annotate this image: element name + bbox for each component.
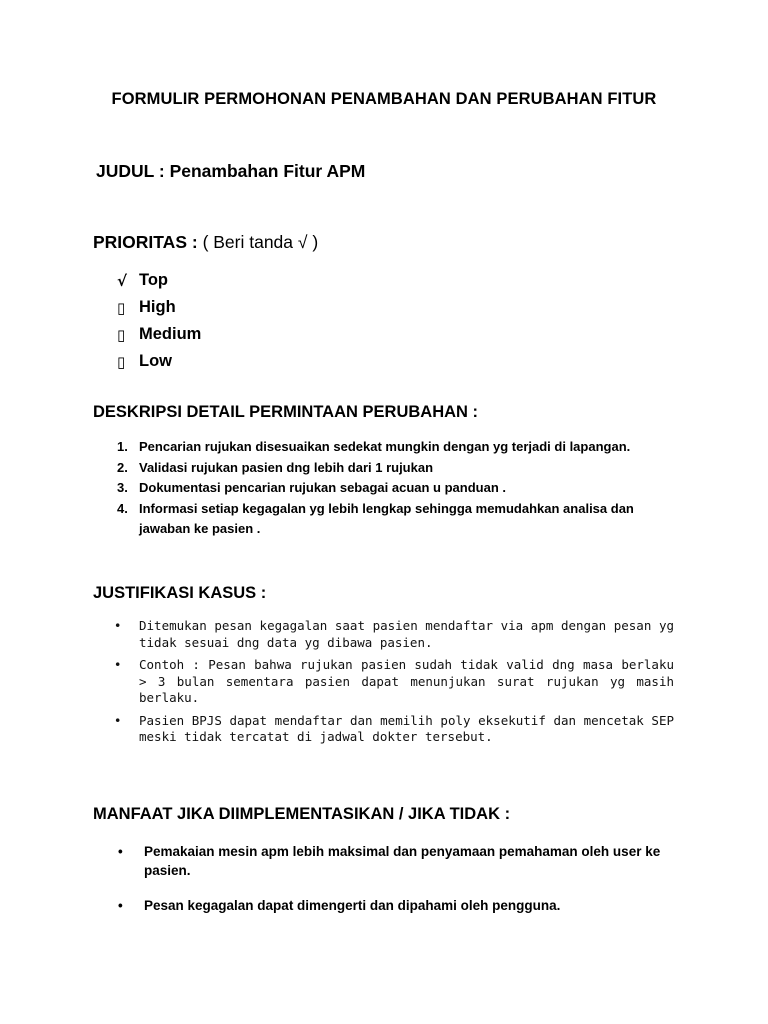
list-item — [117, 478, 657, 499]
item-text: Validasi rujukan pasien dng lebih dari 1 rujukan — [139, 459, 434, 475]
bullet-icon: • — [114, 657, 122, 672]
empty-checkbox-icon[interactable]: ▯ — [117, 325, 126, 344]
bullet-icon: • — [114, 618, 122, 633]
prioritas-heading — [93, 232, 318, 253]
item-text: Pencarian rujukan disesuaikan sedekat mungkin dengan yg terjadi di lapangan. — [139, 439, 631, 454]
manfaat-list — [118, 842, 678, 915]
list-item — [117, 437, 657, 458]
justifikasi-list — [114, 618, 674, 752]
priority-option-label: Low — [139, 352, 172, 370]
item-number: 4. — [117, 500, 128, 516]
item-number: 1. — [117, 439, 128, 454]
list-item — [114, 657, 674, 707]
item-text: Pesan kegagalan dapat dimengerti dan dipahami oleh pengguna. — [144, 898, 561, 913]
deskripsi-heading: DESKRIPSI DETAIL PERMINTAAN PERUBAHAN : — [93, 403, 479, 421]
list-item — [117, 458, 657, 479]
judul-line: JUDUL : Penambahan Fitur APM — [96, 161, 366, 181]
checkmark-icon[interactable]: √ — [117, 271, 128, 290]
list-item — [114, 713, 674, 746]
item-text: Ditemukan pesan kegagalan saat pasien mendaftar via apm dengan pesan yg tidak sesuai dng data yg dibawa pasien. — [139, 618, 674, 650]
item-number: 3. — [117, 480, 128, 495]
priority-option-label: Top — [139, 271, 169, 289]
item-text: Contoh : Pesan bahwa rujukan pasien sudah tidak valid dng masa berlaku > 3 bulan sementara pasien dapat menunjukan surat rujukan yg masih berlaku. — [139, 657, 674, 705]
priority-option-top[interactable] — [117, 267, 201, 294]
item-number: 2. — [117, 459, 128, 475]
item-text: Informasi setiap kegagalan yg lebih lengkap sehingga memudahkan analisa dan jawaban ke pasien . — [139, 500, 634, 536]
list-item — [118, 896, 678, 915]
bullet-icon: • — [118, 844, 123, 859]
bullet-icon: • — [118, 898, 123, 913]
manfaat-heading: MANFAAT JIKA DIIMPLEMENTASIKAN / JIKA TIDAK : — [93, 805, 511, 823]
priority-option-label: High — [139, 298, 176, 316]
list-item — [114, 618, 674, 651]
priority-option-medium[interactable] — [117, 321, 201, 348]
deskripsi-list — [117, 437, 657, 540]
priority-option-high[interactable] — [117, 294, 201, 321]
prioritas-label: PRIORITAS : — [93, 232, 198, 252]
empty-checkbox-icon[interactable]: ▯ — [117, 298, 126, 317]
item-text: Pemakaian mesin apm lebih maksimal dan penyamaan pemahaman oleh user ke pasien. — [144, 844, 661, 878]
bullet-icon: • — [114, 712, 122, 728]
prioritas-hint: ( Beri tanda √ ) — [202, 232, 319, 252]
item-text: Dokumentasi pencarian rujukan sebagai acuan u panduan . — [139, 480, 506, 495]
priority-option-low[interactable] — [117, 348, 201, 375]
priority-option-label: Medium — [139, 325, 202, 343]
list-item — [117, 499, 657, 540]
justifikasi-heading: JUSTIFIKASI KASUS : — [93, 584, 267, 602]
priority-list — [117, 267, 201, 375]
list-item — [118, 842, 678, 880]
item-text: Pasien BPJS dapat mendaftar dan memilih poly eksekutif dan mencetak SEP meski tidak tercatat di jadwal dokter tersebut. — [139, 712, 674, 744]
form-title: FORMULIR PERMOHONAN PENAMBAHAN DAN PERUBAHAN FITUR — [111, 90, 657, 108]
empty-checkbox-icon[interactable]: ▯ — [117, 352, 126, 371]
